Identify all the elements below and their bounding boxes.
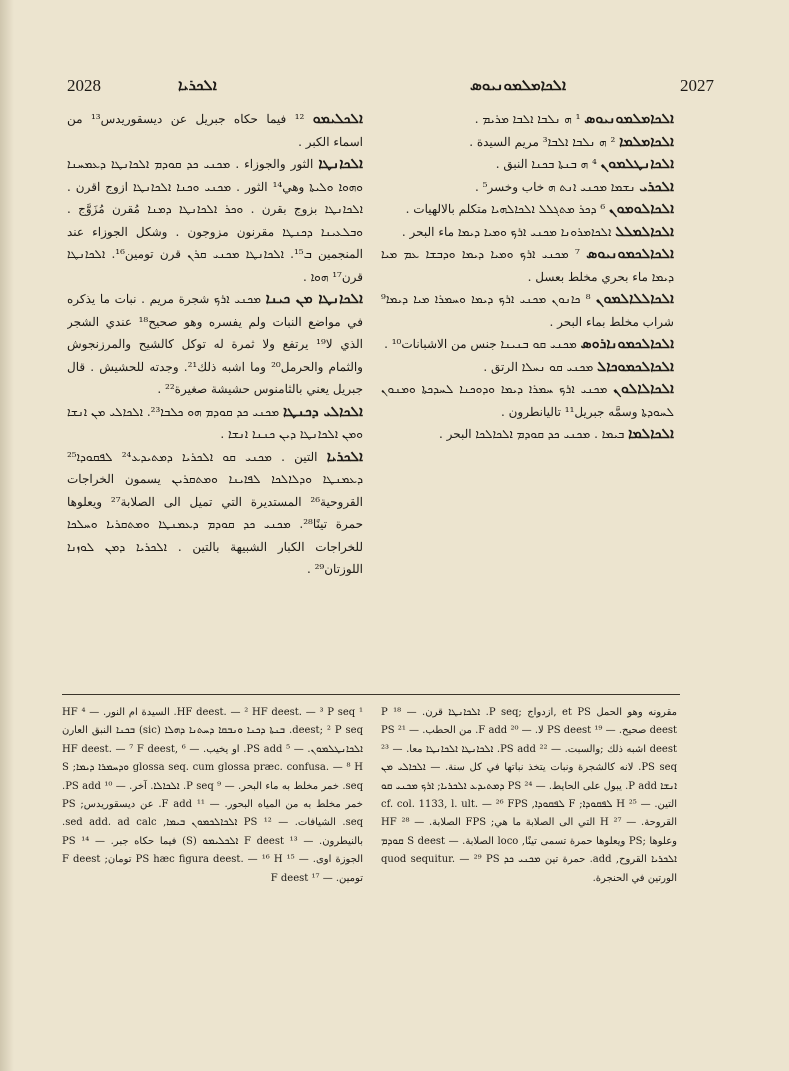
entry-headword: ܐܠܟܠܝܡܘ — [312, 111, 363, 127]
entry-text: ⁶ ܕܟܪ ܡܬܓܠܠ ܐܠܟܐܠܗܝܐ متكلم بالالهيات . — [405, 202, 606, 216]
left-running-title: ܐܠܟܪܝܐ — [178, 76, 217, 94]
entry-text: الثور والجوزاء . ܡܟܢܝ ܟܕ ܩܘܕܡ ܐܠܟܐܢܛܐ ܕܥܡܚܢܐ ܘܗܘܐ ܘܠܝܬܐ وهي¹⁴ الثور . ܡܟܢܝ ܘܟܢܐ ܐܠܟܐܢܛܐ ازوج اقرن . ܐܠܟܐܢܛܐ بزوج بقرن . ܘܟܪ ܐܠܟܐܢܛܐ ܕܡܢܐ مُقرن مُزَوَّج . ܘܒܠܥܝܢܐ ܕܟܢܛܐ مقرنون مزوجون . وشكل الجوزاء عند المنجمين ܒ¹⁵. ܐܠܟܐܢܛܐ ܡܟܢܝ ܩܪܢ قرن تومين¹⁶. ܐܠܟܐܢܛܐ قرن¹⁷ ܗܘܐ . — [67, 157, 363, 284]
entry-text: ⁴ ܗ ܒܢܬܐ ܒܟܢܐ النبق . — [495, 157, 597, 171]
lexicon-entry — [381, 333, 674, 356]
entry-text: ܡܟܢܝ ܐܪܟ ܚܡܪܐ ܕܝܡܐ ܘܕܘܟܢܐ ܠܚܕܟܬܐ ܘܡܢܘܢ ܠܚܘܕܬܐ وسمَّه جبريل¹¹ تاليانطرون . — [381, 382, 674, 419]
lexicon-entry — [381, 243, 674, 288]
left-text-column — [67, 108, 363, 678]
right-critical-apparatus — [381, 704, 677, 1024]
entry-text: ܡܟܢܝ ܩܘ ܒܢܝܢܐ جنس من الاشبانات¹⁰ . — [384, 337, 577, 351]
binding-shadow — [0, 0, 14, 1071]
entry-headword: ܐܠܟܐܠܡܐ — [628, 426, 674, 442]
footnote-separator-rule — [62, 694, 680, 695]
lexicon-entry — [67, 446, 363, 581]
entry-text: ܡܟܢܝ ܐܪܟ شجرة مريم . نبات ما يذكره في مواضع النبات ولم يفسره وهو صحيح¹⁸ عندي الشجر الذي لا¹⁹ يرتفع ولا ثمرة له توكل كالشيح والمرزنجوش والثمام والحرمل²⁰ وما اشبه ذلك²¹. وجدته للحشيش . قال جبريل يعني بالثامنوس حشيشة صغيرة²² . — [67, 292, 363, 396]
entry-headword: ܐܠܟܐܡܠܡܐ — [619, 133, 674, 150]
lexicon-entry — [381, 423, 674, 446]
entry-headword: ܐܠܟܐܠܡܠܠ — [615, 223, 674, 240]
right-text-column — [381, 108, 674, 678]
entry-headword: ܐܠܟܪܝܐ — [326, 448, 363, 465]
entry-text: ܡܟܢܝ ܟܕ ܩܘܕܡ ܗܘ ܟܠܒܐ²³. ܐܠܟܐܠܝ ܡܢ ܐܢܫܐ ܘܡܢ ܐܠܟܐܢܛܐ ܕܝܢ ܟܢܢܐ ܐܢܫܐ . — [67, 404, 363, 441]
entry-text: ¹ ܗ ܢܠܒܐ ܐܠܒܐ ܡܪܝܡ . — [474, 112, 581, 126]
entry-headword: ܐܠܟܐܠܝ ܕܟܢܛܐ — [282, 403, 363, 420]
lexicon-entry — [67, 108, 363, 153]
entry-headword: ܐܠܟܐܢܛܐ — [318, 156, 363, 172]
lexicon-entry — [381, 131, 674, 154]
lexicon-entry — [381, 221, 674, 244]
left-page-number: 2028 — [67, 76, 101, 95]
entry-text: ¹² فيما حكاه جبريل عن ديسقوريدس¹³ من اسماء الكبر . — [67, 112, 363, 149]
lexicon-entry — [381, 176, 674, 199]
entry-headword: ܐܠܟܐܢܛܐ ܡܢ ܟܝܢܐ — [265, 291, 363, 307]
entry-headword: ܐܠܟܪܝ — [639, 178, 674, 195]
entry-text: ܢܫܡܐ ܡܟܢܝ ܐܢܬ ܗ خاب وخسر⁵ . — [475, 179, 636, 194]
entry-text: ܒܝܡܐ . ܡܟܢܝ ܟܕ ܩܘܕܡ ܐܠܟܐܠܟܐ البحر . — [439, 427, 625, 441]
entry-headword: ܐܠܟܐܠܘܡܘܢ — [608, 201, 674, 217]
apparatus-text: ¹ HF deest. — ² HF deest. — ³ P seq. السيدة ام النور. — ⁴ HF deest; ² P seq. ܒܢܬܐ ܕܟܢܐ ܘܢܒܩܐ ܕܚܬܢܐ ܕܗܠܐ (sic) ܒܟܢܐ النبق العارن ܐܠܟܐܢܛܠܡܘܢ. — ⁵ PS add. او يخيب. — ⁶ HF deest. — ⁷ F deest, glossa seq. cum glossa præc. confusa. — ⁸ H ܘܕܚܡܪܐ ܕܝܡܐ; S seq. خمر مخلط به ماء البحر. — ⁹ P seq. ܐܠܟܐܠܐ. آخر. — ¹⁰ PS add. خمر مخلط به من المياه البحور. — ¹¹ F add. عن ديسقوريدس; PS seq. الشيافات. — ¹² PS ܐܠܟܐܠܟܡܘܢ ܒܝܡܐ, sed add. ad calc. بالنيطرون. — ¹³ F deest ܐܠܟܠܝܡܘ (S) فيما حكاه جبر. — ¹⁴ PS الجوزة اوى. — ¹⁵ PS hæc figura deest. — ¹⁶ H تومان; F deest تومين. — ¹⁷ F deest — [62, 707, 363, 884]
lexicon-entry — [381, 108, 674, 131]
lexicon-entry — [381, 198, 674, 221]
lexicon-entry — [381, 288, 674, 333]
right-page-number: 2027 — [680, 76, 714, 95]
entry-text: ܡܟܢܝ ܩܘ ܢܚܠܐ الرتق . — [483, 359, 594, 374]
entry-text: التين . ܡܟܢܝ ܩܘ ܐܠܟܪܝܐ ܕܡܬܝܕܥ²⁴ ܠܦܩܘܕܐ²⁵ ܕܥܡܢܛܐ ܘܕܠܐܠܟܐ ܠܦܐܝܢܐ ܘܡܬܩܪܝܢ يسمون الخراجات القروحية²⁶ المستديرة التي تميل الى الصلابة²⁷ ويعلوها حمرة تينًا²⁸. ܡܟܢܝ ܟܕ ܩܘܕܡ ܕܥܡܢܛܐ ܘܡܬܩܪܝܐ ܘܚܠܟܐ للخراجات الكبار الشبيهة بالتين . ܐܠܟܪܝܐ ܕܡܢ ܠܘܙܢܐ اللوزتان²⁹ . — [67, 449, 363, 576]
lexicon-entry — [381, 378, 674, 423]
left-critical-apparatus — [62, 704, 363, 1024]
entry-text: ⁷ ܡܟܢܝ ܐܪܟ ܘܡܝܐ ܕܝܡܐ ܘܕܒܫܐ ܥܡ ܡܝܐ ܕܝܡܐ ماء بحري مخلط بعسل . — [381, 247, 674, 284]
entry-headword: ܐܠܟܐܠܟܡܘܟܐܠ — [597, 358, 674, 375]
entry-text: ² ܗ ܢܠܒܐ ܐܠܒܐ³ مريم السيدة . — [469, 134, 616, 149]
entry-headword: ܐܠܟܐܡܠܡܘܢܝܘܣ — [584, 111, 674, 127]
entry-text: ܐܠܟܐܡܪܘܢܐ ܡܟܢܝ ܐܪܟ ܘܡܝܐ ܕܝܡܐ ماء البحر . — [401, 224, 612, 239]
apparatus-text: مقرونه وهو الحمل et PS ,ازدواج ;P seq. ܐܠܟܐܢܛܐ قرن. — ¹⁸ P deest صحيح. — ¹⁹ PS deest لا. — ²⁰ F add. من الحطب. — ²¹ PS deest اشبه ذلك ;والسبت. — ²² PS add. ܐܠܟܐܢܛܐ ܐܠܟܐܢܛܐ معا. — ²³ PS seq. لانه كالشجرة ونبات يتخذ نباتها في كل سنة. — ܐܠܟܐܠܝ ܡܢ ܐܢܫܐ P add. يبول على الحايط. — ²⁴ PS ܕܡܬܝܕܥ ܐܠܟܪܝܐ; ܐܪܟ ܡܟܢܝ ܩܘ التين. — ²⁵ H ܠܦܩܘܕܐ; F ܠܦܩܘܕܐ, cf. col. 1133, l. ult. — ²⁶ FPS القروحة. — ²⁷ H التي الى الصلابة ما هي; FPS الصلابة. — ²⁸ HF وعلوها ;PS ويعلوها حمرة تسمى تينًا, loco الصلابة. — S deest ܩܘܕܡ ܐܠܟܪܝܐ القروح, add. حمرة تين ܡܟܢܝ ܟܕ quod sequitur. — ²⁹ PS الورتين في الحنجرة. — [381, 707, 677, 884]
entry-headword: ܐܠܟܐܠܐܠܘܢ — [613, 381, 674, 397]
lexicon-entry — [67, 153, 363, 288]
lexicon-entry — [381, 153, 674, 176]
right-running-title: ܐܠܟܐܡܠܡܘܢܝܘܣ — [470, 76, 567, 94]
entry-headword: ܐܠܟܐܢܛܠܡܘܢ — [600, 156, 674, 172]
lexicon-entry — [67, 401, 363, 446]
entry-headword: ܐܠܟܐܠܟܡܘܢܐܪܘܣ — [580, 336, 674, 352]
entry-text: ⁸ ܟܐܢܘܢ ܡܟܢܝ ܐܪܟ ܕܝܡܐ ܘܚܡܪܐ ܡܝܐ ܕܝܡܐ⁹ شراب مخلط بماء البحر . — [381, 292, 674, 329]
entry-headword: ܐܠܟܐܠܠܐܠܡܘܢ — [595, 291, 674, 307]
entry-headword: ܐܠܟܐܠܟܡܘܢܝܘܣ — [586, 246, 674, 262]
lexicon-entry — [67, 288, 363, 401]
lexicon-entry — [381, 356, 674, 379]
